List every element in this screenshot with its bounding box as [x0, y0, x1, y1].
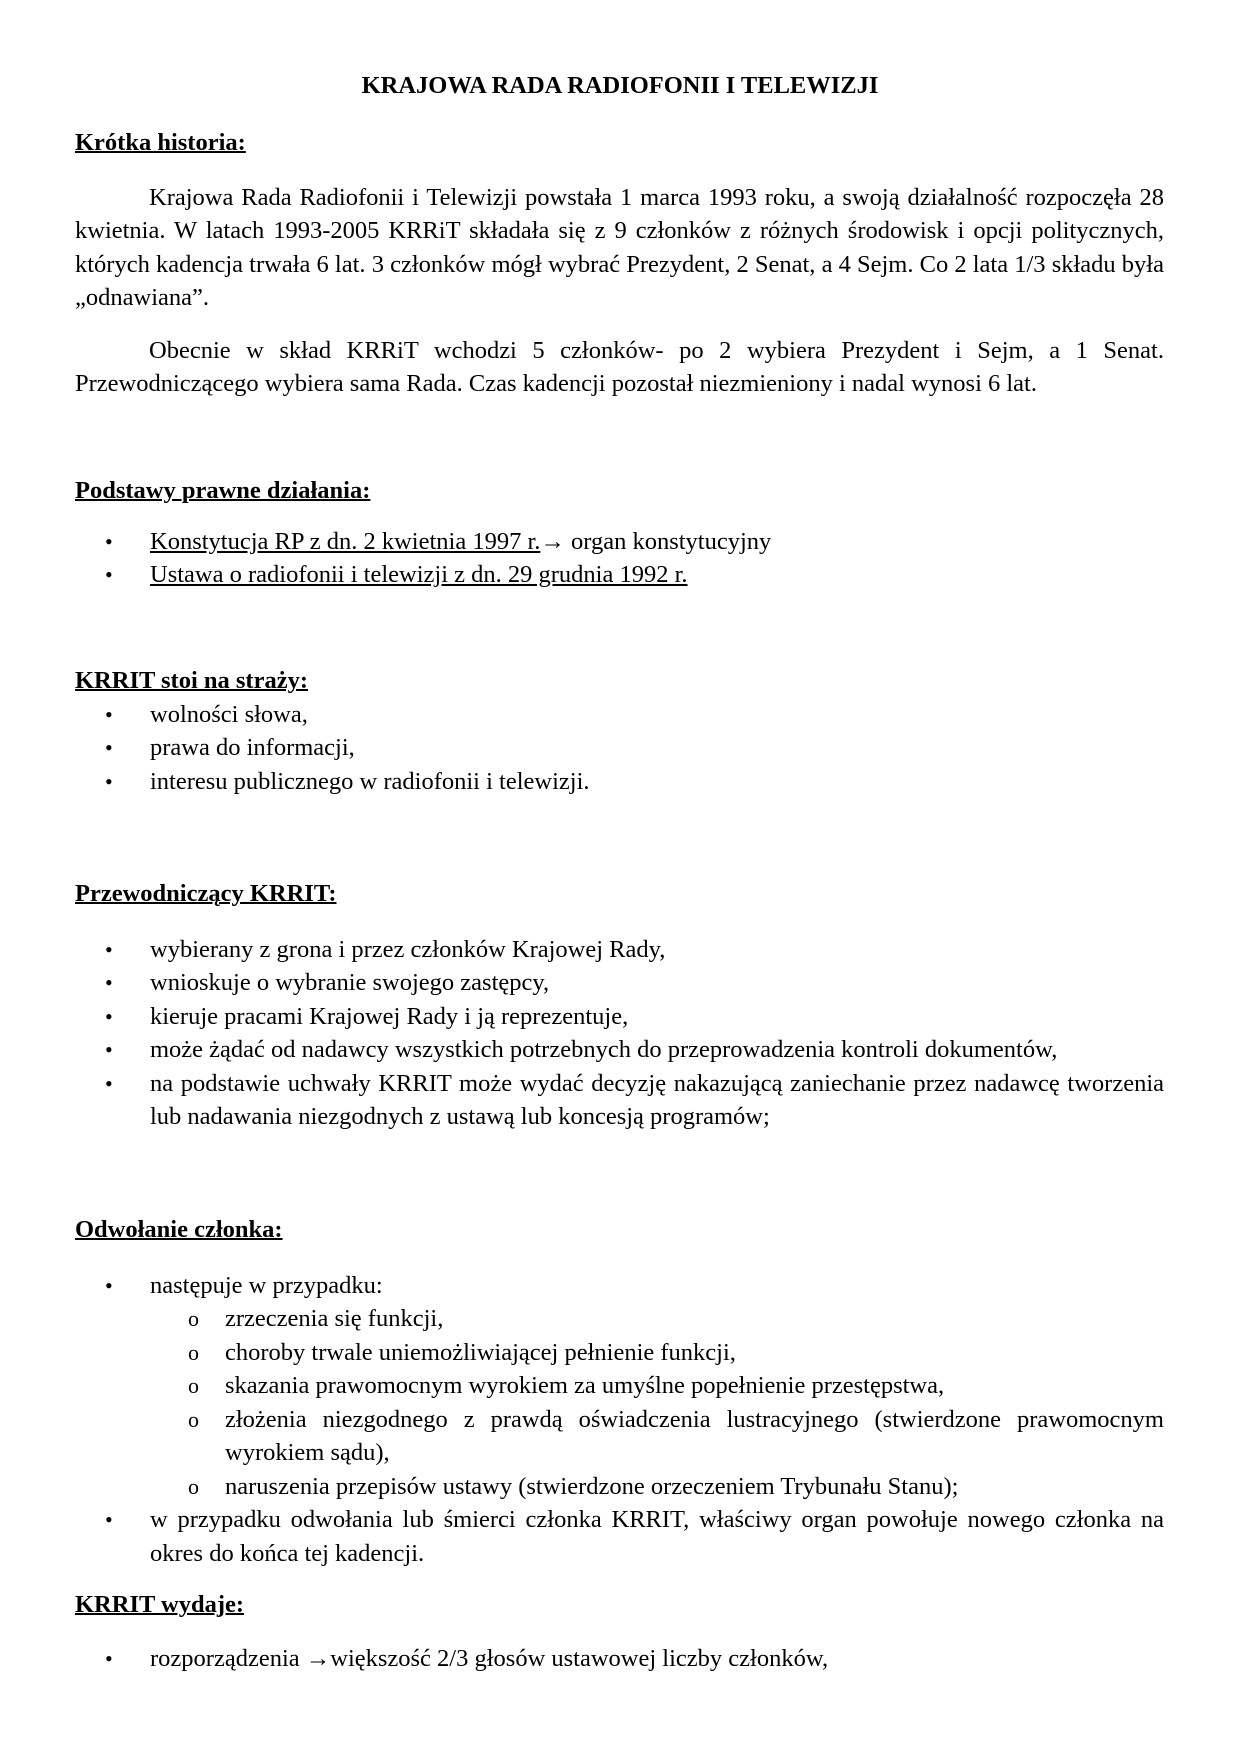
list-item — [75, 1033, 1164, 1067]
list-item-text: złożenia niezgodnego z prawdą oświadczenia lustracyjnego (stwierdzone prawomocnym wyrokiem sądu), — [225, 1405, 1164, 1466]
list-item-text: naruszenia przepisów ustawy (stwierdzone orzeczeniem Trybunału Stanu); — [225, 1472, 959, 1500]
list-item — [75, 1503, 1164, 1570]
list-item — [75, 731, 1164, 765]
list-item — [75, 698, 1164, 732]
bullet-icon: • — [105, 1070, 113, 1096]
list-item-text: następuje w przypadku: — [150, 1271, 383, 1299]
circle-bullet-icon: o — [188, 1306, 199, 1331]
list-item — [75, 1000, 1164, 1034]
bullet-icon: • — [105, 1037, 113, 1062]
list-item — [75, 933, 1164, 967]
bullet-icon: • — [105, 768, 113, 794]
list-item-text: na podstawie uchwały KRRIT może wydać decyzję nakazującą zaniechanie przez nadawcę tworzenia lub nadawania niezgodnych z ustawą lub koncesją programów; — [150, 1069, 1164, 1130]
section-issues — [75, 1588, 1164, 1675]
list-item — [75, 966, 1164, 1000]
section-guard — [75, 664, 1164, 798]
bullet-icon: • — [105, 936, 113, 962]
list-item — [75, 558, 1164, 592]
circle-bullet-icon: o — [188, 1339, 199, 1365]
legal-act-link: Konstytucja RP z dn. 2 kwietnia 1997 r. — [150, 527, 541, 555]
bullet-icon: • — [105, 1272, 113, 1298]
list-item-text: zrzeczenia się funkcji, — [225, 1305, 444, 1332]
list-item-text: kieruje pracami Krajowej Rady i ją reprezentuje, — [150, 1002, 629, 1030]
section-heading: Krótka historia: — [75, 129, 246, 156]
list-item-text: w przypadku odwołania lub śmierci członka KRRIT, właściwy organ powołuje nowego członka na okres do końca tej kadencji. — [150, 1506, 1164, 1567]
list-item-text: wolności słowa, — [150, 700, 308, 728]
document-title: KRAJOWA RADA RADIOFONII I TELEWIZJI — [361, 72, 879, 99]
section-legal — [75, 474, 1164, 592]
paragraph: Krajowa Rada Radiofonii i Telewizji powstała 1 marca 1993 roku, a swoją działalność rozpoczęła 28 kwietnia. W latach 1993-2005 KRRiT składała się z 9 członków z różnych środowisk i opcji politycznych, których kadencja trwała 6 lat. 3 członków mógł wybrać Prezydent, 2 Senat, a 4 Sejm. Co 2 lata 1/3 składu była „odnawiana”. — [75, 183, 1164, 311]
circle-bullet-icon: o — [188, 1373, 199, 1398]
list-item-text: rozporządzenia →większość 2/3 głosów ustawowej liczby członków, — [150, 1644, 829, 1672]
list-item-text: interesu publicznego w radiofonii i telewizji. — [150, 767, 590, 795]
bullet-icon: • — [105, 735, 113, 760]
bullet-icon: • — [105, 562, 113, 587]
sub-list-item — [75, 1470, 1164, 1504]
section-heading: Podstawy prawne działania: — [75, 477, 371, 504]
section-dismissal — [75, 1213, 1164, 1570]
section-heading: Przewodniczący KRRIT: — [75, 880, 337, 907]
paragraph: Obecnie w skład KRRiT wchodzi 5 członków- po 2 wybiera Prezydent i Sejm, a 1 Senat. Przewodniczącego wybiera sama Rada. Czas kadencji pozostał niezmieniony i nadal wynosi 6 lat. — [75, 336, 1164, 397]
section-heading: KRRIT wydaje: — [75, 1591, 245, 1618]
section-chair — [75, 877, 1164, 1134]
bullet-icon: • — [105, 701, 113, 727]
legal-act-link: Ustawa o radiofonii i telewizji z dn. 29 grudnia 1992 r. — [150, 561, 688, 588]
list-item-text: wnioskuje o wybranie swojego zastępcy, — [150, 969, 550, 996]
sub-list-item — [75, 1403, 1164, 1470]
bullet-icon: • — [105, 970, 113, 995]
list-item — [75, 1642, 1164, 1676]
bullet-icon: • — [105, 528, 113, 554]
bullet-icon: • — [105, 1003, 113, 1029]
section-heading: KRRIT stoi na straży: — [75, 667, 308, 694]
sub-list-item — [75, 1336, 1164, 1370]
section-history — [75, 126, 1164, 401]
sub-list-item — [75, 1302, 1164, 1336]
bullet-icon: • — [105, 1507, 113, 1532]
sub-list-item — [75, 1369, 1164, 1403]
list-item-text: → organ konstytucyjny — [540, 527, 772, 555]
list-item — [75, 765, 1164, 799]
bullet-icon: • — [105, 1645, 113, 1671]
section-heading: Odwołanie członka: — [75, 1216, 283, 1243]
circle-bullet-icon: o — [188, 1406, 199, 1432]
list-item-text: prawa do informacji, — [150, 734, 355, 761]
list-item-text: może żądać od nadawcy wszystkich potrzebnych do przeprowadzenia kontroli dokumentów, — [150, 1036, 1058, 1063]
list-item — [75, 1269, 1164, 1303]
list-item — [75, 525, 1164, 559]
list-item-text: skazania prawomocnym wyrokiem za umyślne popełnienie przestępstwa, — [225, 1372, 945, 1399]
list-item — [75, 1067, 1164, 1134]
circle-bullet-icon: o — [188, 1473, 199, 1499]
list-item-text: wybierany z grona i przez członków Krajowej Rady, — [150, 935, 666, 963]
list-item-text: choroby trwale uniemożliwiającej pełnienie funkcji, — [225, 1338, 736, 1366]
